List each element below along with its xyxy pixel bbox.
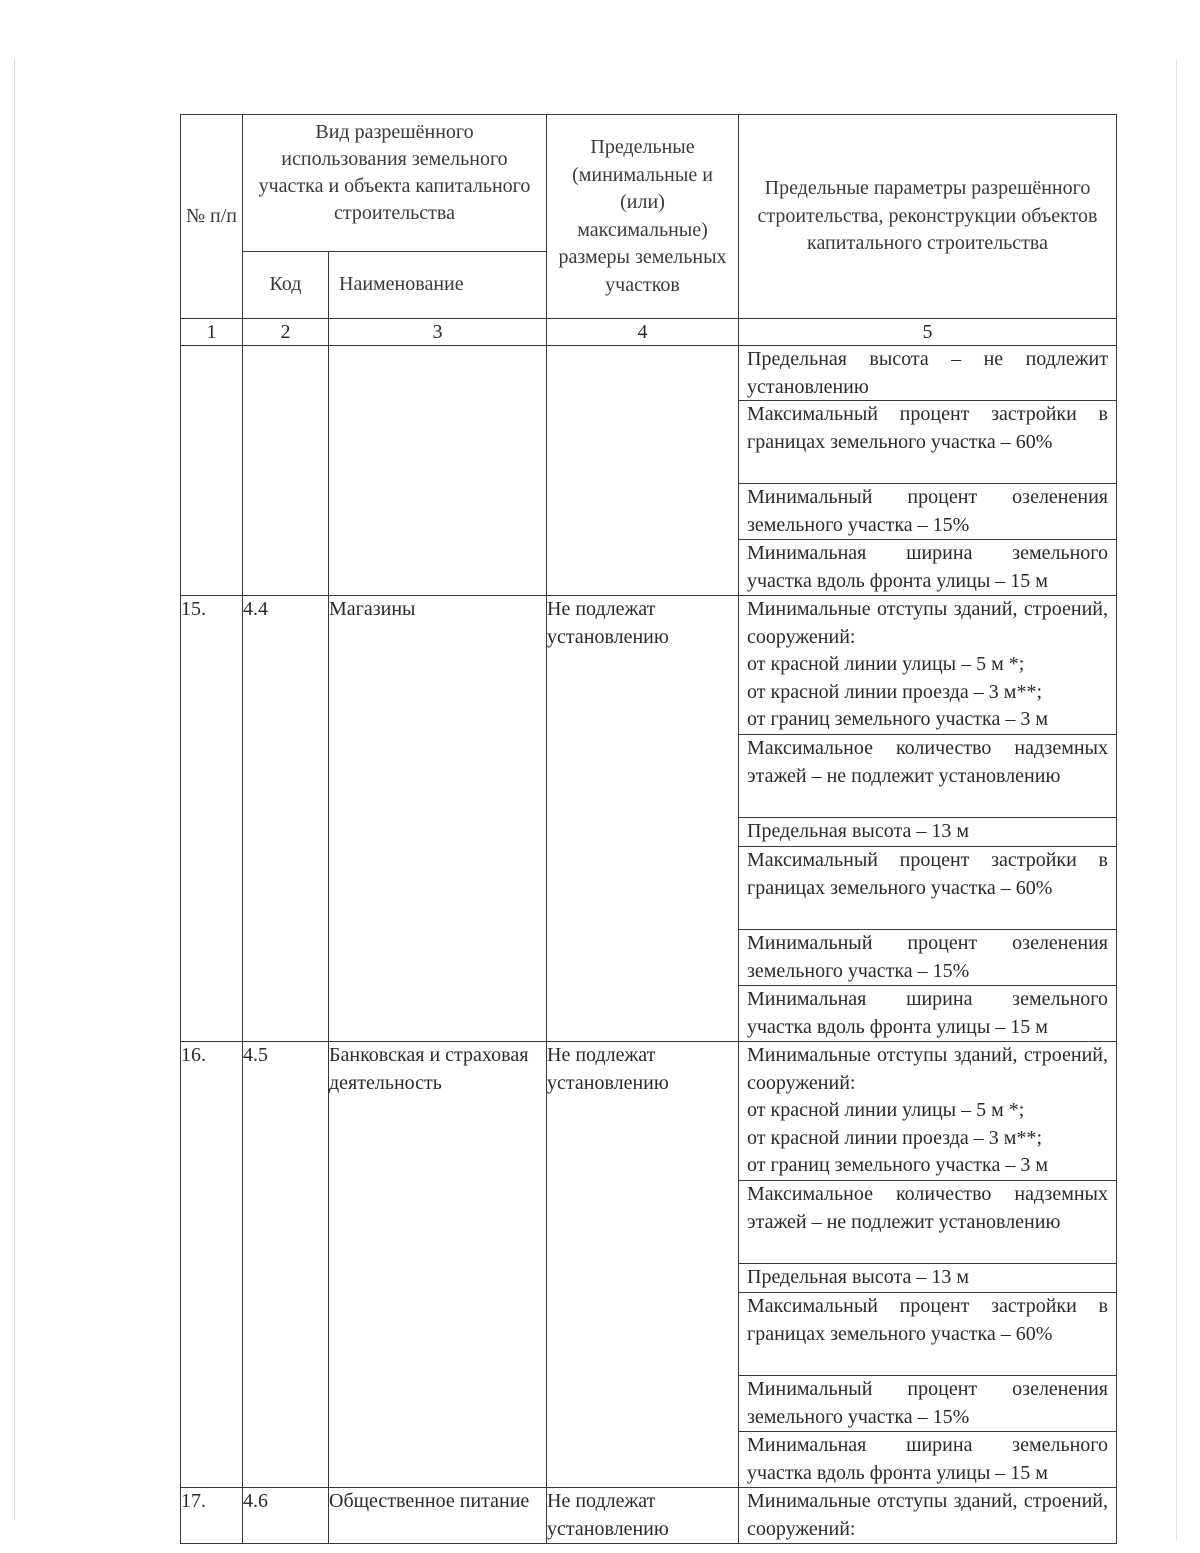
cell-code: 4.4 xyxy=(243,596,329,1042)
cell-name: Магазины xyxy=(329,596,547,1042)
header-sizes: Предельные (минимальные и (или) максимальные) размеры земельных участков xyxy=(547,115,739,319)
cell-name: Банковская и страховая деятельность xyxy=(329,1042,547,1488)
param-item: Минимальная ширина земельного участка вдоль фронта улицы – 15 м xyxy=(747,1434,1108,1484)
cell-params xyxy=(739,596,1117,1042)
header-kind-group: Вид разрешённого использования земельного участка и объекта капитального строительства xyxy=(243,115,547,252)
header-num: № п/п xyxy=(181,115,243,319)
cell-name xyxy=(329,346,547,596)
header-name: Наименование xyxy=(329,252,547,319)
param-indents xyxy=(739,1042,1116,1181)
param-item: Минимальная ширина земельного участка вдоль фронта улицы – 15 м xyxy=(747,988,1108,1038)
header-code: Код xyxy=(243,252,329,319)
param-item: Предельная высота – 13 м xyxy=(739,818,1116,847)
cell-params xyxy=(739,1488,1117,1544)
param-item: Максимальный процент застройки в границах земельного участка – 60% xyxy=(739,847,1116,930)
land-use-regulations-table xyxy=(180,114,1117,1544)
param-item: Минимальный процент озеленения земельного участка – 15% xyxy=(739,930,1116,986)
header-row xyxy=(181,115,1117,252)
cell-code: 4.5 xyxy=(243,1042,329,1488)
cell-name: Общественное питание xyxy=(329,1488,547,1544)
param-indents xyxy=(739,596,1116,735)
cell-sizes xyxy=(547,346,739,596)
cell-num xyxy=(181,346,243,596)
indent-line: от границ земельного участка – 3 м xyxy=(747,1154,1048,1176)
indent-line: от красной линии улицы – 5 м *; xyxy=(747,1099,1025,1121)
cell-code: 4.6 xyxy=(243,1488,329,1544)
param-item: Максимальное количество надземных этажей – не подлежит установлению xyxy=(739,1181,1116,1264)
table-row xyxy=(181,596,1117,1042)
param-item: Минимальный процент озеленения земельного участка – 15% xyxy=(739,484,1116,540)
column-number: 4 xyxy=(547,319,739,346)
param-item: Максимальное количество надземных этажей – не подлежит установлению xyxy=(739,735,1116,818)
cell-sizes: Не подлежат установлению xyxy=(547,596,739,1042)
indent-line: от красной линии улицы – 5 м *; xyxy=(747,653,1025,675)
column-number: 2 xyxy=(243,319,329,346)
param-item: Минимальный процент озеленения земельного участка – 15% xyxy=(739,1376,1116,1432)
cell-code xyxy=(243,346,329,596)
header-params: Предельные параметры разрешённого строительства, реконструкции объектов капитального строительства xyxy=(739,115,1117,319)
column-number: 3 xyxy=(329,319,547,346)
scan-edge-right xyxy=(1176,60,1177,1540)
cell-params xyxy=(739,1042,1117,1488)
scan-edge-left xyxy=(14,60,15,1520)
param-item: Максимальный процент застройки в границах земельного участка – 60% xyxy=(739,401,1116,484)
cell-num: 16. xyxy=(181,1042,243,1488)
cell-sizes: Не подлежат установлению xyxy=(547,1488,739,1544)
indent-heading: Минимальные отступы зданий, строений, сооружений: xyxy=(747,1044,1108,1094)
table-row xyxy=(181,1042,1117,1488)
indent-heading: Минимальные отступы зданий, строений, сооружений: xyxy=(747,598,1108,648)
column-number-row xyxy=(181,319,1117,346)
param-item: Минимальная ширина земельного участка вдоль фронта улицы – 15 м xyxy=(747,542,1108,592)
cell-num: 15. xyxy=(181,596,243,1042)
column-number: 1 xyxy=(181,319,243,346)
table-row xyxy=(181,1488,1117,1544)
param-item: Предельная высота – не подлежит установлению xyxy=(739,346,1116,401)
indent-line: от красной линии проезда – 3 м**; xyxy=(747,680,1043,703)
column-number: 5 xyxy=(739,319,1117,346)
indent-line: от красной линии проезда – 3 м**; xyxy=(747,1126,1043,1149)
cell-params xyxy=(739,346,1117,596)
param-item: Максимальный процент застройки в границах земельного участка – 60% xyxy=(739,1293,1116,1376)
param-item: Предельная высота – 13 м xyxy=(739,1264,1116,1293)
table-row-continued xyxy=(181,346,1117,596)
indent-line: от границ земельного участка – 3 м xyxy=(747,708,1048,730)
cell-sizes: Не подлежат установлению xyxy=(547,1042,739,1488)
cell-num: 17. xyxy=(181,1488,243,1544)
indent-heading: Минимальные отступы зданий, строений, сооружений: xyxy=(747,1490,1108,1540)
